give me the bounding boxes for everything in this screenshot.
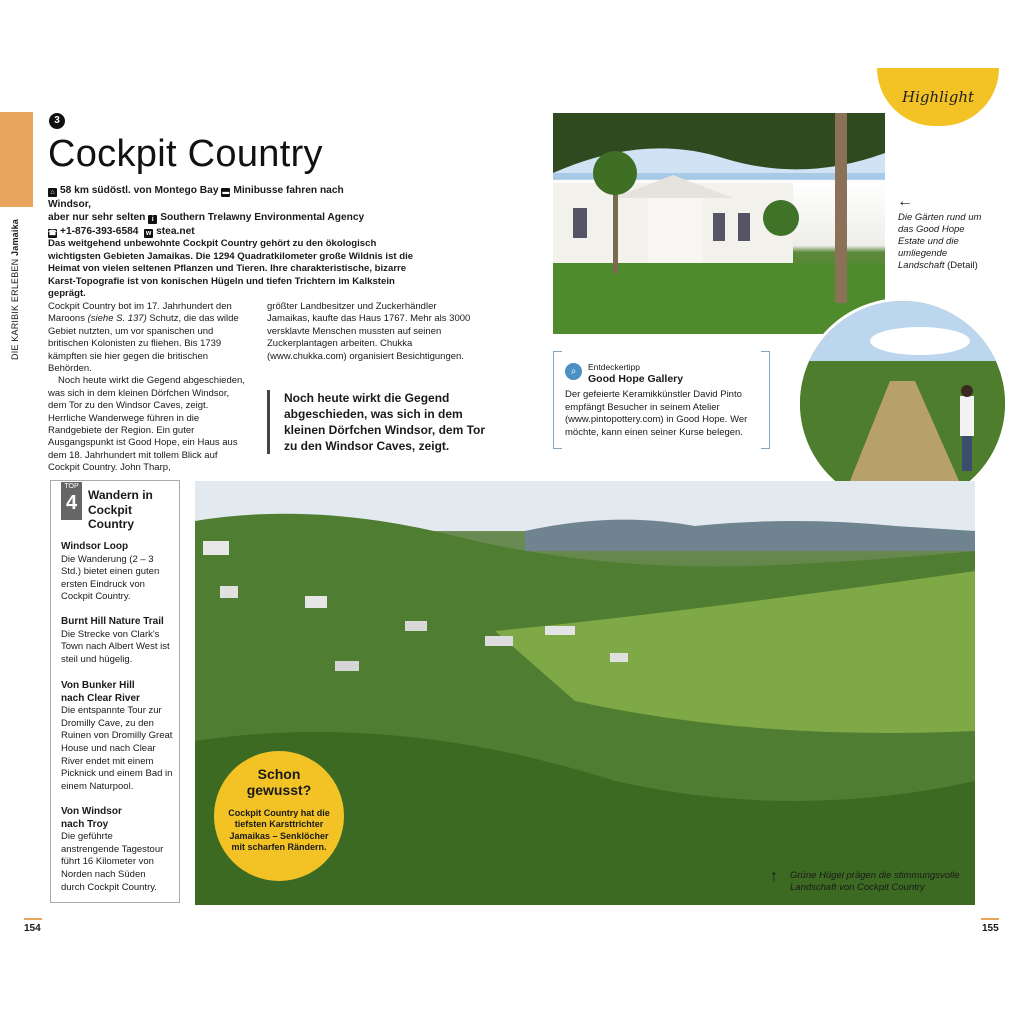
tip-body: Der gefeierte Keramikkünstler David Pinto empfängt Besucher in seinem Atelier (www.pintopottery.com) in Good Hope. Wer möchte, kann einen seiner Kurse belegen. (565, 389, 748, 438)
search-icon: ⌕ (565, 363, 582, 380)
info-block (48, 184, 388, 238)
hike-name: Burnt Hill Nature Trail (61, 616, 164, 627)
did-you-know-body: Cockpit Country hat die tiefsten Karsttrichter Jamaikas – Senklöcher mit scharfen Rändern. (228, 808, 330, 853)
info-icon: i (148, 215, 157, 224)
body-paragraph: Noch heute wirkt die Gegend abgeschieden, was sich in dem kleinen Dörfchen Windsor, dem Tor zu den Windsor Caves, zeigt. Herrliche Wanderwege führen in die Randgebiete der Region. Ein guter Ausgangspunkt ist Good Hope, ein Haus aus dem 18. Jahrhundert mit tollem Blick auf Cockpit Country. John Tharp, (48, 375, 245, 474)
did-you-know-title: Schon gewusst? (246, 766, 312, 798)
hike-text: Die entspannte Tour zur Dromilly Cave, zu den Ruinen von Dromilly Great House und nach Clear River endet mit einem Picknick und einem Bad in einem Naturpool. (61, 705, 173, 792)
body-paragraph (48, 301, 248, 375)
top4-badge-label: TOP (64, 483, 79, 490)
hike-item (61, 806, 176, 894)
info-phone[interactable]: +1-876-393-6584 (60, 225, 139, 237)
tip-bracket-left (553, 351, 562, 449)
page-title: Cockpit Country (48, 133, 323, 175)
info-location: 58 km südöstl. von Montego Bay (60, 185, 219, 196)
arrow-left-icon: ← (897, 193, 913, 210)
info-bus: Minibusse fahren nach Windsor, (48, 185, 344, 210)
sight-number-badge: 3 (49, 113, 65, 129)
info-line (48, 211, 388, 225)
chapter-label: DIE KARIBIK ERLEBEN Jamaika (10, 219, 20, 360)
hike-name: Von Bunker Hill nach Clear River (61, 680, 140, 704)
hike-text: Die Wanderung (2 – 3 Std.) bietet einen guten ersten Eindruck von Cockpit Country. (61, 553, 160, 603)
web-icon: w (145, 229, 152, 237)
tip-kicker: Entdeckertipp (588, 362, 640, 372)
body-text: Cockpit Country bot im 17. Jahrhundert den Maroons (48, 301, 232, 325)
page-number-rule-left (24, 918, 42, 920)
garden-caption (898, 212, 983, 272)
tip-title: Good Hope Gallery (588, 373, 684, 385)
info-web[interactable]: stea.net (156, 225, 195, 237)
page-reference: (siehe S. 137) (87, 313, 147, 325)
hike-name: Von Windsor nach Troy (61, 806, 122, 830)
caption-detail: (Detail) (947, 260, 978, 271)
info-bus-cont: aber nur sehr selten (48, 212, 146, 223)
highlight-tab (877, 68, 999, 126)
hiking-path-photo (797, 298, 1008, 509)
body-column-left (48, 301, 248, 475)
house-icon: ⌂ (48, 188, 57, 197)
hike-name: Windsor Loop (61, 541, 129, 552)
page-number-rule-right (981, 918, 999, 920)
body-paragraph: größter Landbesitzer und Zuckerhändler Jamaikas, kaufte das Haus 1767. Mehr als 3000 versklavte Menschen mussten auf seinen Zuckerplantagen arbeiten. Chukka (www.chukka.com) organisiert Besichtigungen. (267, 301, 471, 362)
hike-item (61, 541, 176, 604)
page-number-right: 155 (982, 923, 999, 934)
phone-icon: ☎ (48, 229, 57, 237)
intro-paragraph: Das weitgehend unbewohnte Cockpit Country gehört zu den ökologisch wichtigsten Gebieten Jamaikas. Die 1294 Quadratkilometer große Wildnis ist die Heimat von vielen seltenen Pflanzen und Tieren. Ihre charakteristische, bizarre Karst-Topografie ist von konischen Hügeln und tiefen Trichtern im Kalkstein geprägt. (48, 238, 414, 299)
arrow-up-icon: ↑ (770, 868, 778, 885)
highlight-label: Highlight (901, 88, 975, 106)
hike-item (61, 616, 176, 666)
hike-text: Die Strecke von Clark's Town nach Albert West ist steil und hügelig. (61, 628, 170, 665)
bus-icon: ▬ (222, 189, 230, 196)
top4-badge-number: 4 (65, 492, 78, 514)
info-line (48, 184, 388, 211)
top4-title: Wandern in Cockpit Country (88, 488, 153, 531)
body-text: Schutz, die das wilde Gebiet nutzten, um vor spanischen und britischen Kolonisten zu fliehen. Bis 1739 kämpften sie hier gegen die britischen Behörden. (48, 313, 239, 375)
hike-text: Die geführte anstrengende Tagestour führt 16 Kilometer von Norden nach Süden durch Cockpit Country. (61, 831, 164, 893)
chapter-color-tab (0, 112, 33, 207)
info-line (48, 225, 388, 239)
caption-text: Die Gärten rund um das Good Hope Estate und die umliegende Landschaft (898, 212, 982, 271)
body-column-right (267, 301, 472, 363)
info-agency: Southern Trelawny Environmental Agency (160, 212, 365, 223)
pull-quote: Noch heute wirkt die Gegend abgeschieden, was sich in dem kleinen Dörfchen Windsor, dem Tor zu den Windsor Caves, zeigt. (267, 390, 494, 454)
top4-badge (61, 482, 82, 520)
valley-caption: Grüne Hügel prägen die stimmungsvolle Landschaft von Cockpit Country (790, 870, 960, 893)
page-number-left: 154 (24, 923, 41, 934)
hike-item (61, 680, 176, 793)
